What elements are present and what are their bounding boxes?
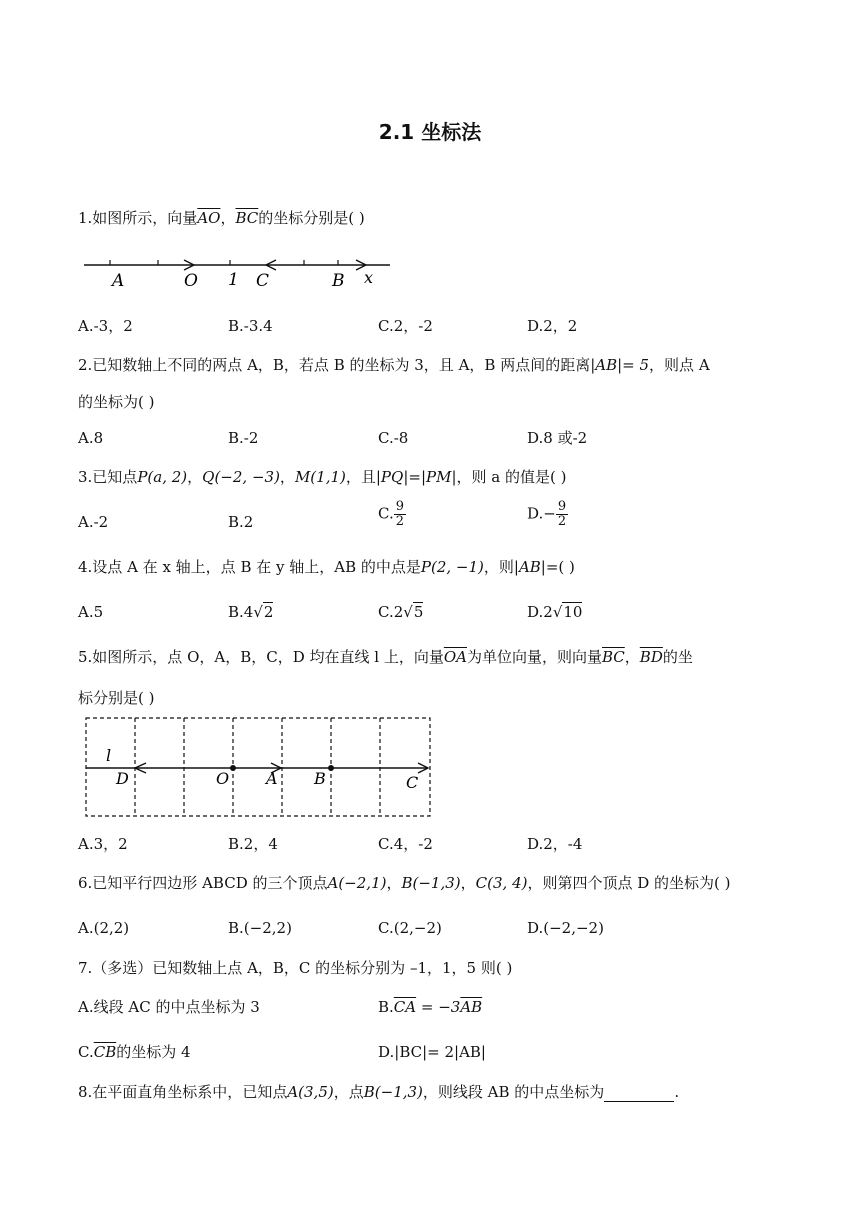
q5-label-c: C: [406, 773, 419, 792]
q5-label-o: O: [216, 769, 230, 788]
q1-option-a: A.-3，2: [78, 317, 133, 335]
q4-midpoint: P(2, −1): [420, 558, 484, 576]
q5-text-3: 的坐: [662, 648, 693, 666]
question-1: [78, 208, 365, 228]
q3-option-c-num: 9: [395, 499, 404, 514]
q2-math: |AB|= 5: [590, 356, 650, 374]
q5-label-b: B: [314, 769, 326, 788]
q6-option-c: C.(2,−2): [378, 919, 442, 937]
q1-option-b: B.-3.4: [228, 317, 273, 335]
q2-option-b: B.-2: [228, 429, 259, 447]
q6-text-2: ，则第四个顶点 D 的坐标为( ): [527, 874, 731, 892]
question-7: 7.（多选）已知数轴上点 A，B，C 的坐标分别为 –1，1，5 则( ): [78, 959, 513, 977]
q3-option-d-den: 2: [557, 514, 567, 529]
q1-label-b: B: [332, 271, 345, 291]
q3-point-p: P(a, 2): [137, 468, 188, 486]
q7-option-b-vector-ca: $\overline{CA}$: [393, 998, 417, 1016]
q3-option-d-fraction: [556, 500, 568, 529]
q5-grid-figure: [84, 716, 434, 818]
q3-option-b: B.2: [228, 513, 254, 531]
q3-option-c-fraction: [394, 500, 406, 529]
q6-option-b: B.(−2,2): [228, 919, 292, 937]
question-5-line-1: [78, 647, 693, 667]
q1-option-d: D.2，2: [527, 317, 578, 335]
q5-option-d: D.2，-4: [527, 835, 583, 853]
q5-text-2: 为单位向量，则向量: [466, 648, 602, 666]
question-3: [78, 467, 566, 487]
q7-option-b-vector-ab: $\overline{AB}$: [460, 998, 483, 1016]
q2-option-d: D.8 或-2: [527, 429, 588, 447]
q4-text-1: 4.设点 A 在 x 轴上，点 B 在 y 轴上，AB 的中点是: [78, 558, 421, 576]
q5-point-b: [328, 765, 334, 771]
q7-option-b-mid: = −3: [416, 998, 461, 1016]
q3-option-d-num: 9: [557, 499, 567, 514]
question-6: [78, 873, 731, 893]
q3-option-d: [527, 500, 568, 529]
q4-option-b: [228, 602, 273, 622]
q6-sep-1: ，: [386, 874, 402, 892]
question-4: [78, 557, 575, 577]
q1-vector-bc: $\overline{BC}$: [235, 209, 259, 227]
q5-vector-bc: $\overline{BC}$: [602, 648, 625, 666]
q3-sep-1: ，: [187, 468, 203, 486]
q1-number-line-figure: [80, 252, 390, 294]
q3-option-c: [378, 500, 406, 529]
q5-vector-oa: $\overline{OA}$: [443, 648, 467, 666]
q3-text-1: 3.已知点: [78, 468, 138, 486]
q2-text: 2.已知数轴上不同的两点 A，B，若点 B 的坐标为 3，且 A，B 两点间的距离: [78, 356, 591, 374]
q1-text-a: 1.如图所示，向量: [78, 209, 198, 227]
q3-option-c-prefix: C.: [378, 504, 394, 523]
q3-condition: |PQ|=|PM|: [375, 468, 457, 486]
page-title: 2.1 坐标法: [378, 120, 482, 144]
q8-period: .: [674, 1083, 680, 1101]
q7-option-c-vector-cb: $\overline{CB}$: [93, 1043, 117, 1061]
q4-option-b-prefix: B.: [228, 603, 244, 621]
q8-point-a: A(3,5): [287, 1083, 334, 1101]
q1-label-c: C: [256, 271, 270, 291]
q1-label-1: 1: [228, 270, 239, 290]
q4-option-d: [527, 602, 582, 622]
q4-option-c-radicand: 5: [413, 603, 424, 621]
q2-option-a: A.8: [78, 429, 104, 447]
q6-option-d: D.(−2,−2): [527, 919, 604, 937]
q4-option-d-coef: 2: [543, 603, 553, 621]
q1-vector-ao: $\overline{AO}$: [197, 209, 221, 227]
q4-text-3: ( ): [558, 558, 575, 576]
q7-option-b: [378, 997, 482, 1017]
q8-text-3: ，则线段 AB 的中点坐标为: [422, 1083, 605, 1101]
q5-label-a: A: [266, 769, 278, 788]
q5-label-l: l: [106, 746, 112, 765]
q5-option-b: B.2，4: [228, 835, 278, 853]
q6-sep-2: ，: [460, 874, 476, 892]
q1-option-c: C.2，-2: [378, 317, 433, 335]
q4-abs-ab: |AB|=: [513, 558, 559, 576]
q4-option-c-coef: 2: [393, 603, 404, 621]
q6-option-a: A.(2,2): [78, 919, 130, 937]
q2-option-c: C.-8: [378, 429, 409, 447]
q4-option-c-prefix: C.: [378, 603, 394, 621]
q4-option-a: A.5: [78, 603, 104, 621]
q8-text-2: ，点: [333, 1083, 364, 1101]
q1-label-x: x: [364, 268, 374, 287]
q5-point-o: [230, 765, 236, 771]
q4-option-d-prefix: D.: [527, 603, 544, 621]
q5-text-1: 5.如图所示，点 O，A，B，C，D 均在直线 l 上，向量: [78, 648, 444, 666]
question-2-line-2: 的坐标为( ): [78, 393, 155, 411]
q3-option-c-den: 2: [395, 514, 404, 529]
q2-text-end: ，则点 A: [649, 356, 710, 374]
q4-option-b-radicand: 2: [263, 603, 274, 621]
q7-option-b-prefix: B.: [378, 998, 394, 1016]
q4-text-2: ，则: [483, 558, 514, 576]
q8-text-1: 8.在平面直角坐标系中，已知点: [78, 1083, 288, 1101]
q3-point-m: M(1,1): [294, 468, 346, 486]
q3-option-a: A.-2: [78, 513, 109, 531]
q1-text-b: 的坐标分别是( ): [258, 209, 365, 227]
q7-option-c-rest: 的坐标为 4: [116, 1043, 191, 1061]
q1-label-o: O: [184, 271, 198, 291]
q3-text-3: ，则 a 的值是( ): [456, 468, 567, 486]
q7-option-c: [78, 1042, 191, 1062]
q5-vector-bd: $\overline{BD}$: [639, 648, 663, 666]
q6-point-a: A(−2,1): [327, 874, 387, 892]
q1-separator: ，: [220, 209, 236, 227]
q4-option-c: [378, 602, 423, 622]
q7-option-d: D.|BC|= 2|AB|: [378, 1043, 486, 1061]
q1-label-a: A: [112, 271, 125, 291]
q6-text-1: 6.已知平行四边形 ABCD 的三个顶点: [78, 874, 328, 892]
q3-sep-2: ，: [279, 468, 295, 486]
radical-sign-icon: √: [253, 603, 263, 621]
q5-option-a: A.3，2: [78, 835, 128, 853]
question-8: [78, 1082, 679, 1102]
radical-sign-icon: √: [403, 603, 413, 621]
q4-option-b-coef: 4: [243, 603, 254, 621]
q5-option-c: C.4，-2: [378, 835, 433, 853]
question-5-line-2: 标分别是( ): [78, 689, 155, 707]
q6-point-c: C(3, 4): [475, 874, 528, 892]
q3-option-d-prefix: D.−: [527, 504, 556, 523]
q3-point-q: Q(−2, −3): [202, 468, 280, 486]
q8-answer-blank[interactable]: [604, 1087, 674, 1102]
q5-label-d: D: [116, 769, 129, 788]
q7-option-a: A.线段 AC 的中点坐标为 3: [78, 998, 260, 1016]
q6-point-b: B(−1,3): [401, 874, 461, 892]
q4-option-d-radicand: 10: [563, 603, 583, 621]
q7-option-c-prefix: C.: [78, 1043, 94, 1061]
q5-sep: ，: [624, 648, 640, 666]
radical-sign-icon: √: [552, 603, 563, 621]
q8-point-b: B(−1,3): [363, 1083, 423, 1101]
question-2-line-1: [78, 355, 710, 375]
q3-text-2: ，且: [345, 468, 376, 486]
